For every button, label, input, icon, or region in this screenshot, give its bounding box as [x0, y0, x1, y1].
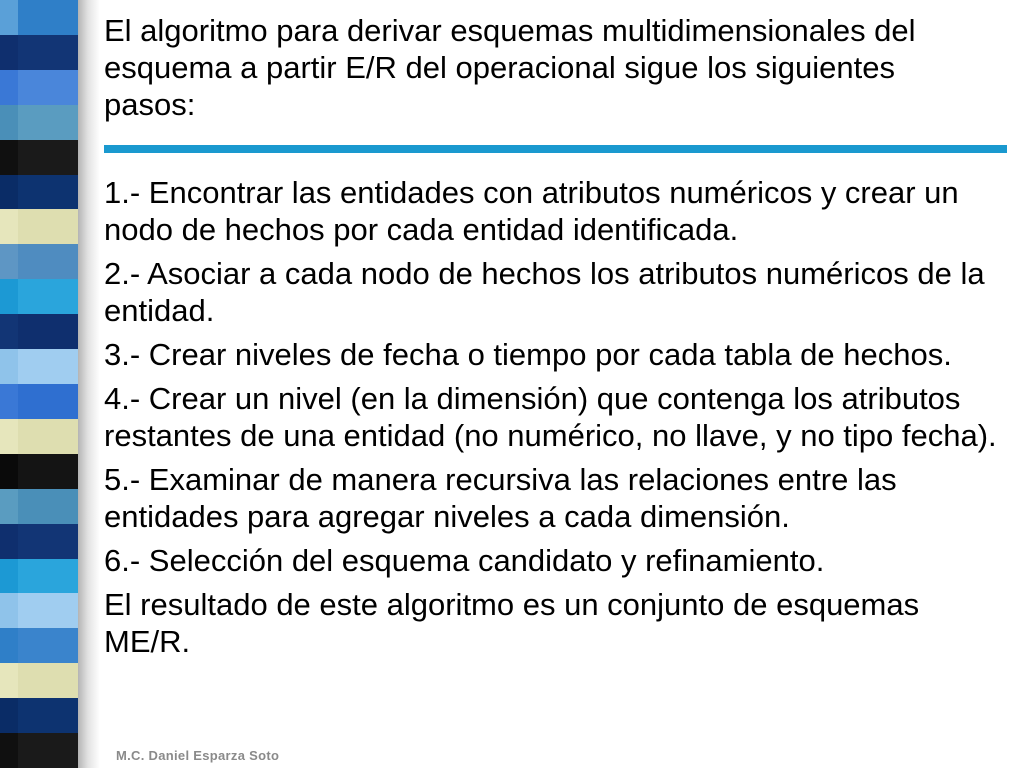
strip-block: [0, 489, 78, 524]
strip-block: [0, 454, 78, 489]
strip-block: [0, 0, 78, 35]
step-item: 4.- Crear un nivel (en la dimensión) que contenga los atributos restantes de una entidad (no numérico, no llave, y no tipo fecha).: [104, 381, 997, 453]
author-footer: M.C. Daniel Esparza Soto: [116, 748, 280, 763]
strip-block: [0, 733, 78, 768]
step-item: 1.- Encontrar las entidades con atributos numéricos y crear un nodo de hechos por cada entidad identificada.: [104, 175, 959, 247]
step-item: 5.- Examinar de manera recursiva las relaciones entre las entidades para agregar niveles a cada dimensión.: [104, 462, 897, 534]
strip-block: [0, 140, 78, 175]
title-divider: [104, 145, 1007, 153]
strip-shadow: [78, 0, 100, 768]
strip-block: [0, 349, 78, 384]
step-item: 3.- Crear niveles de fecha o tiempo por cada tabla de hechos.: [104, 337, 952, 372]
slide-title: El algoritmo para derivar esquemas multidimensionales del esquema a partir E/R del operacional sigue los siguientes pasos:: [104, 13, 916, 122]
strip-block: [0, 698, 78, 733]
step-item: 2.- Asociar a cada nodo de hechos los atributos numéricos de la entidad.: [104, 256, 985, 328]
strip-block: [0, 524, 78, 559]
strip-block: [0, 35, 78, 70]
strip-block: [0, 175, 78, 210]
strip-block: [0, 70, 78, 105]
strip-block: [0, 209, 78, 244]
conclusion-text: El resultado de este algoritmo es un conjunto de esquemas ME/R.: [104, 587, 920, 659]
strip-block: [0, 244, 78, 279]
strip-block: [0, 279, 78, 314]
decorative-side-strip: [0, 0, 78, 768]
steps-list: [104, 174, 1004, 667]
strip-block: [0, 314, 78, 349]
step-item: 6.- Selección del esquema candidato y refinamiento.: [104, 543, 825, 578]
strip-block: [0, 419, 78, 454]
strip-block: [0, 663, 78, 698]
strip-block: [0, 628, 78, 663]
strip-block: [0, 384, 78, 419]
strip-block: [0, 593, 78, 628]
strip-block: [0, 559, 78, 594]
strip-block: [0, 105, 78, 140]
